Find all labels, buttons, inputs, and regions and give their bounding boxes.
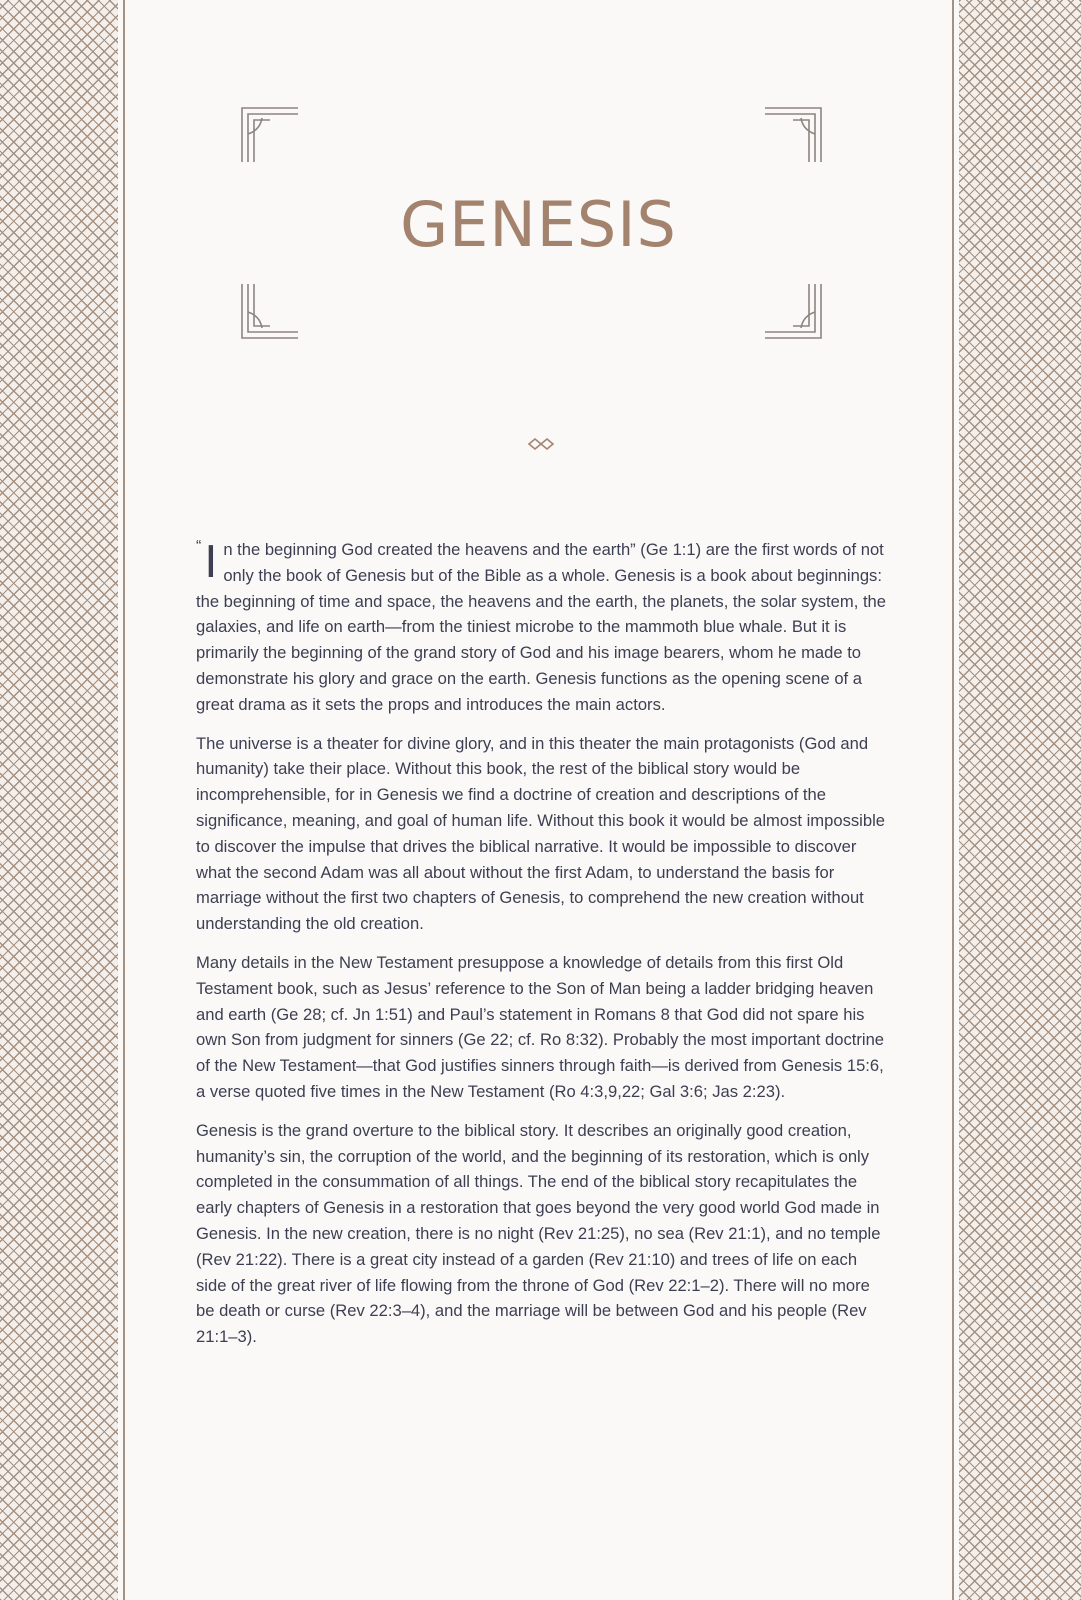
- title-frame-corner-bottom-right: [763, 282, 823, 342]
- intro-paragraph-1-text: n the beginning God created the heavens and the earth” (Ge 1:1) are the first words of not only the book of Genesis but of the Bible as a whole. Genesis is a book about beginnings: the beginning of time and space, the heavens and the earth, the planets, the solar system, the galaxies, and life on earth—from the tiniest microbe to the mammoth blue whale. But it is primarily the beginning of the grand story of God and his image bearers, whom he made to demonstrate his glory and grace on the earth. Genesis functions as the opening scene of a great drama as it sets the props and introduces the main actors.: [196, 540, 887, 714]
- introduction-body: [196, 537, 888, 1363]
- intro-paragraph-4: Genesis is the grand overture to the biblical story. It describes an originally good creation, humanity’s sin, the corruption of the world, and the beginning of its restoration, which is only completed in the consummation of all things. The end of the biblical story recapitulates the early chapters of Genesis in a restoration that goes beyond the very good world God made in Genesis. In the new creation, there is no night (Rev 21:25), no sea (Rev 21:1), and no temple (Rev 21:22). There is a great city instead of a garden (Rev 21:10) and trees of life on each side of the great river of life flowing from the throne of God (Rev 22:1–2). There will no more be death or curse (Rev 22:3–4), and the marriage will be between God and his people (Rev 21:1–3).: [196, 1120, 881, 1347]
- right-border-rule: [952, 0, 954, 1600]
- right-lattice-border: [959, 0, 1081, 1600]
- intro-paragraph-2: The universe is a theater for divine glory, and in this theater the main protagonists (God and humanity) take their place. Without this book, the rest of the biblical story would be incomprehensible, for in Genesis we find a doctrine of creation and descriptions of the significance, meaning, and goal of human life. Without this book it would be almost impossible to discover the impulse that drives the biblical narrative. It would be impossible to discover what the second Adam was all about without the first Adam, to understand the basis for marriage without the first two chapters of Genesis, to comprehend the new creation without understanding the old creation.: [196, 733, 886, 934]
- opening-quote-mark: “: [196, 538, 202, 555]
- title-frame-corner-bottom-left: [240, 282, 300, 342]
- left-lattice-border: [0, 0, 118, 1600]
- title-frame-corner-top-right: [763, 104, 823, 164]
- drop-cap-letter: I: [204, 537, 218, 588]
- intro-paragraph-3: Many details in the New Testament presuppose a knowledge of details from this first Old Testament book, such as Jesus’ reference to the Son of Man being a ladder bridging heaven and earth (Ge 28; cf. Jn 1:51) and Paul’s statement in Romans 8 that God did not spare his own Son from judgment for sinners (Ge 22; cf. Ro 8:32). Probably the most important doctrine of the New Testament—that God justifies sinners through faith—is derived from Genesis 15:6, a verse quoted five times in the New Testament (Ro 4:3,9,22; Gal 3:6; Jas 2:23).: [196, 952, 885, 1101]
- infinity-knot-icon: [526, 437, 556, 451]
- book-title: GENESIS: [400, 188, 677, 261]
- intro-paragraph-1: [196, 537, 888, 718]
- title-frame-corner-top-left: [240, 104, 300, 164]
- drop-cap-block: [196, 537, 218, 588]
